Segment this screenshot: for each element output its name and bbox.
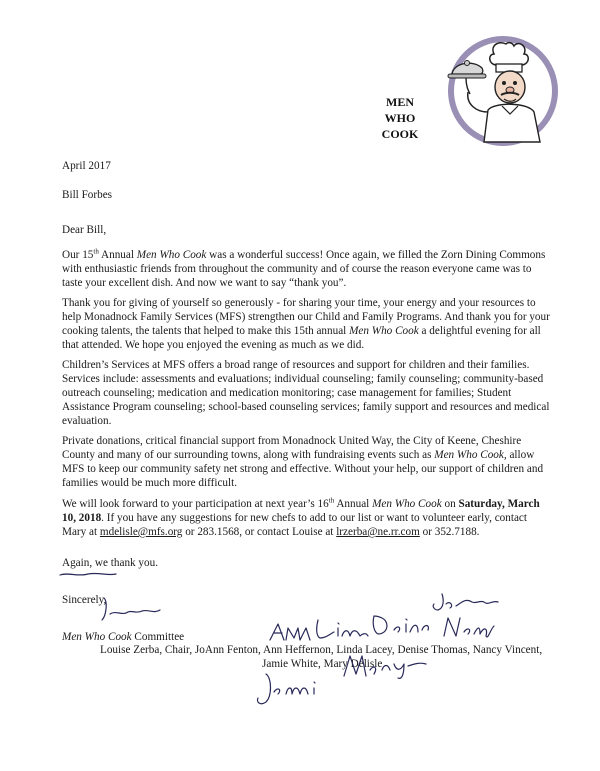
logo-line-1: MEN [386,95,414,109]
event-name: Men Who Cook [372,498,442,510]
paragraph-2: Thank you for giving of yourself so generously - for sharing your time, your energy and your resources to help Monadnock Family Services (MFS) strengthen our Child and Family Programs. And thank you for your cooking talents, the talents that helped to make this 15th annual Men Who Cook a delightful evening for all that attended. We hope you enjoyed the evening as much as we did. [62,297,550,351]
logo-line-2: WHO [384,111,416,125]
event-name: Men Who Cook, [434,449,507,461]
paragraph-4: Private donations, critical financial support from Monadnock United Way, the City of Keene, Cheshire County and many of our surrounding towns, along with fundraising events such as Men Who Cook, allow MFS to keep our community safety net strong and effective. Without your help, our support of children and families would be much more difficult. [62,435,544,489]
committee-members-line-1: Louise Zerba, Chair, JoAnn Fenton, Ann Heffernon, Linda Lacey, Denise Thomas, Nancy Vincent, [100,644,543,656]
letter-date: April 2017 [62,160,111,172]
logo-wordmark [370,94,430,142]
paragraph-5: We will look forward to your participation at next year’s 16th Annual Men Who Cook on Saturday, March 10, 2018. If you have any suggestions for new chefs to add to our list or want to volunteer early, contact Mary at mdelisle@mfs.org or 283.1568, or contact Louise at lrzerba@ne.rr.com or 352.7188. [62,496,540,538]
email-link-louise[interactable]: lrzerba@ne.rr.com [336,526,420,538]
committee-members-line-2: Jamie White, Mary Delisle [262,658,383,670]
salutation: Dear Bill, [62,224,107,236]
event-date: Saturday, March 10, 2018 [62,498,540,524]
signature-nancy [440,612,500,642]
logo-line-3: COOK [381,127,419,141]
paragraph-3: Children’s Services at MFS offers a broad range of resources and support for children and their families. Services include: assessments and evaluations; individual counseling; family counseling; community-based outreach counseling; medication and medication monitoring; case management for families; Student Assistance Program counseling; school-based counseling services; family support and resources and medical evaluation. [62,359,550,427]
recipient-name: Bill Forbes [62,189,113,201]
paragraph-1: Our 15th Annual Men Who Cook was a wonderful success! Once again, we filled the Zorn Dining Commons with enthusiastic friends from throughout the community and of course the reason everyone came was to taste your excellent dish. And now we want to say “thank you”. [62,247,546,289]
event-name: Men Who Cook [136,249,207,261]
signoff: Sincerely, [62,594,107,606]
signature-linda [312,616,372,642]
closing-thanks: Again, we thank you. [62,557,159,569]
chef-holding-cloche-icon [444,32,562,150]
committee-title: Men Who Cook Committee [62,631,185,643]
event-name: Men Who Cook [349,325,419,337]
email-link-mary[interactable]: mdelisle@mfs.org [99,526,183,538]
signature-mary [340,648,430,682]
signature-jamie [252,670,332,710]
signature-louise [96,592,166,626]
underline-squiggle [58,570,118,580]
